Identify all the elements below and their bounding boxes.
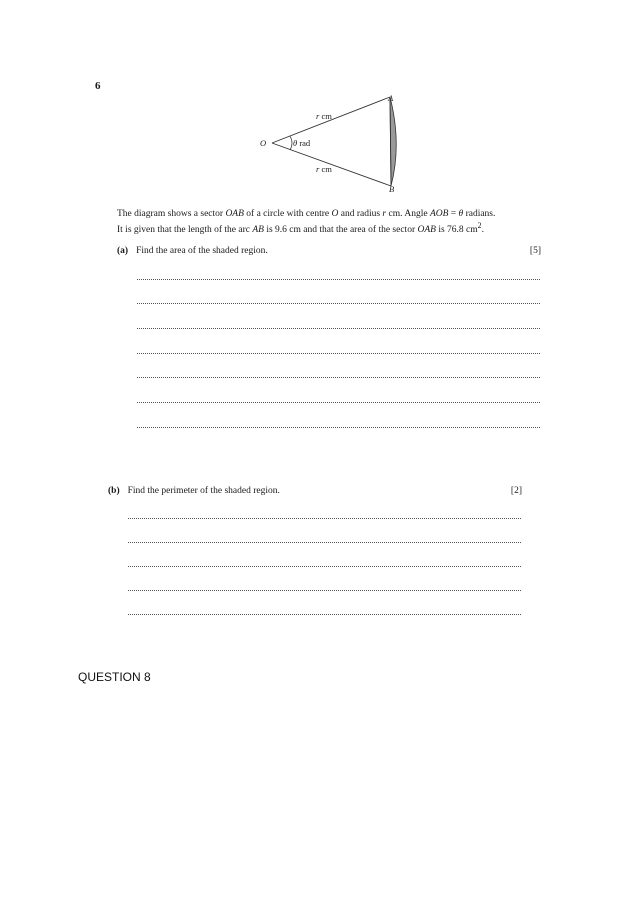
question-number: 6 bbox=[95, 80, 101, 92]
label-a: A bbox=[388, 93, 394, 103]
label-radius-bottom: r cm bbox=[316, 164, 332, 174]
sector-diagram bbox=[250, 88, 410, 196]
answer-line-b2[interactable] bbox=[128, 542, 521, 543]
answer-line-b3[interactable] bbox=[128, 566, 521, 567]
answer-line-a7[interactable] bbox=[137, 427, 540, 428]
question-footer-label: QUESTION 8 bbox=[78, 670, 151, 684]
part-b-marks: [2] bbox=[510, 486, 522, 496]
part-b-text: Find the perimeter of the shaded region. bbox=[127, 486, 280, 496]
angle-marker bbox=[290, 136, 292, 150]
answer-line-a5[interactable] bbox=[137, 377, 540, 378]
answer-line-a4[interactable] bbox=[137, 353, 540, 354]
part-a-marks: [5] bbox=[529, 246, 541, 256]
intro-line-2: It is given that the length of the arc AB is 9.6 cm and that the area of the sector OAB is 76.8 $cm^2$. bbox=[117, 221, 484, 236]
part-a-text: Find the area of the shaded region. bbox=[136, 246, 268, 256]
part-a-prompt bbox=[117, 246, 541, 256]
part-b-prompt bbox=[108, 486, 522, 496]
answer-line-a2[interactable] bbox=[137, 303, 540, 304]
answer-line-b4[interactable] bbox=[128, 590, 521, 591]
label-o: O bbox=[260, 138, 267, 148]
part-a-label: (a) bbox=[117, 246, 129, 256]
answer-line-a6[interactable] bbox=[137, 402, 540, 403]
answer-line-b5[interactable] bbox=[128, 614, 521, 615]
answer-line-a3[interactable] bbox=[137, 328, 540, 329]
label-radius-top: r cm bbox=[316, 111, 332, 121]
label-angle: θ rad bbox=[293, 138, 311, 148]
part-b-label: (b) bbox=[108, 486, 120, 496]
question-intro bbox=[117, 208, 547, 236]
answer-line-a1[interactable] bbox=[137, 279, 540, 280]
intro-line-1: The diagram shows a sector OAB of a circle with centre O and radius r cm. Angle AOB = θ radians. bbox=[117, 209, 496, 219]
answer-line-b1[interactable] bbox=[128, 518, 521, 519]
label-b: B bbox=[389, 184, 395, 194]
